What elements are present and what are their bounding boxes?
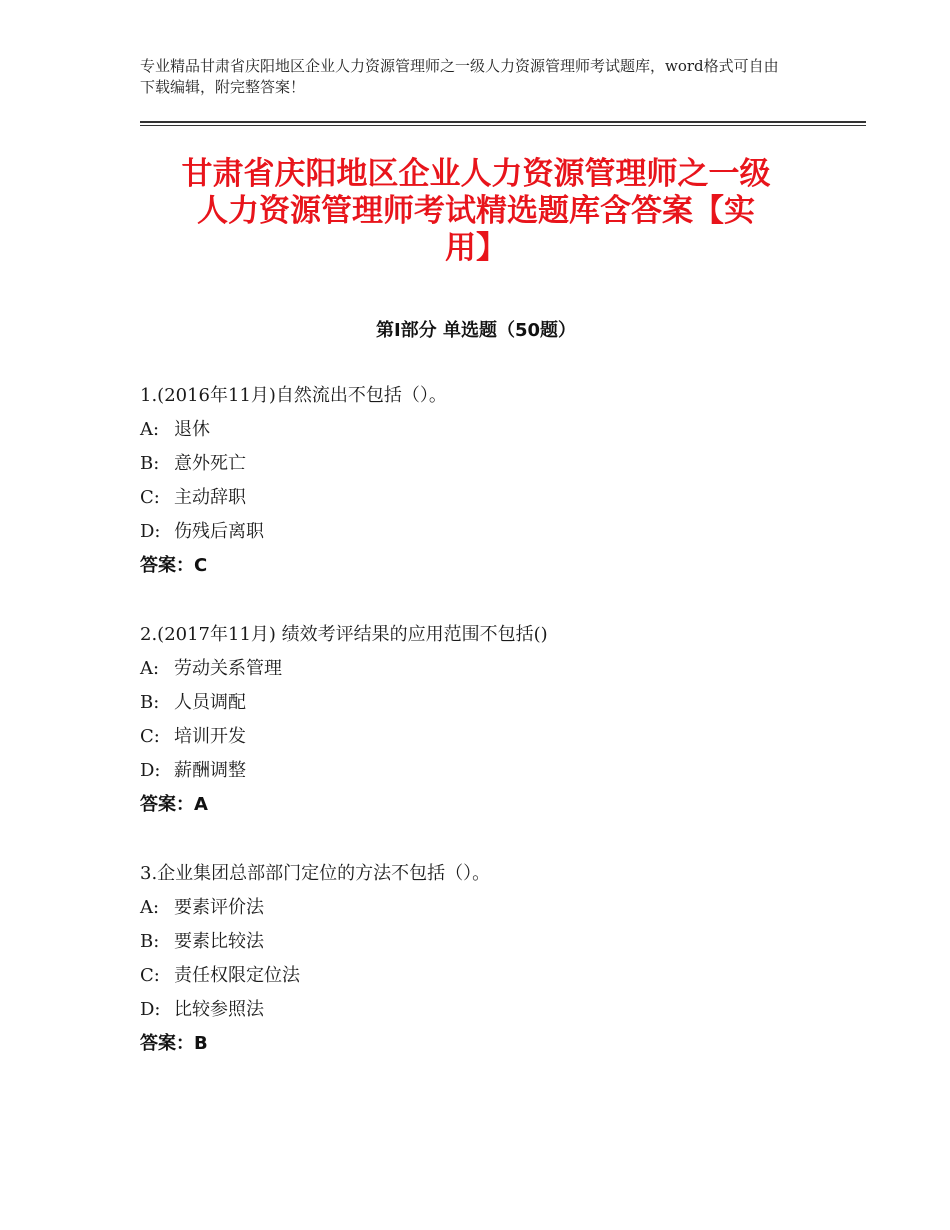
option-letter: B: bbox=[140, 692, 160, 713]
option-text: 要素比较法 bbox=[174, 931, 264, 952]
option-letter: B: bbox=[140, 453, 160, 474]
option-text: 劳动关系管理 bbox=[174, 658, 282, 679]
option-letter: B: bbox=[140, 931, 160, 952]
answer: 答案：B bbox=[140, 1033, 208, 1054]
option-c bbox=[140, 959, 820, 993]
option-letter: C: bbox=[140, 487, 160, 508]
title-line: 用】 bbox=[445, 230, 507, 266]
option-b bbox=[140, 686, 820, 720]
option-d bbox=[140, 754, 820, 788]
question-1 bbox=[140, 379, 820, 583]
section-title: 第Ⅰ部分 单选题（50题） bbox=[375, 320, 576, 341]
option-text: 比较参照法 bbox=[174, 999, 264, 1020]
option-letter: A: bbox=[140, 658, 160, 679]
answer: 答案：A bbox=[140, 794, 208, 815]
question-3 bbox=[140, 857, 820, 1061]
title-line: 甘肃省庆阳地区企业人力资源管理师之一级 bbox=[181, 156, 771, 192]
title-line: 人力资源管理师考试精选题库含答案【实 bbox=[197, 193, 755, 229]
header-divider-thin bbox=[140, 125, 866, 126]
option-b bbox=[140, 925, 820, 959]
question-stem: 3.企业集团总部部门定位的方法不包括（）。 bbox=[140, 863, 491, 884]
option-text: 培训开发 bbox=[174, 726, 246, 747]
option-a bbox=[140, 891, 820, 925]
option-text: 要素评价法 bbox=[174, 897, 264, 918]
option-letter: D: bbox=[140, 521, 161, 542]
question-2 bbox=[140, 618, 820, 822]
question-stem: 2.(2017年11月) 绩效考评结果的应用范围不包括() bbox=[140, 624, 548, 645]
document-title bbox=[140, 156, 812, 267]
option-c bbox=[140, 481, 820, 515]
option-letter: A: bbox=[140, 419, 160, 440]
option-text: 退休 bbox=[174, 419, 210, 440]
option-d bbox=[140, 515, 820, 549]
option-letter: D: bbox=[140, 760, 161, 781]
option-text: 人员调配 bbox=[174, 692, 246, 713]
option-c bbox=[140, 720, 820, 754]
option-letter: C: bbox=[140, 726, 160, 747]
question-stem: 1.(2016年11月)自然流出不包括（）。 bbox=[140, 385, 447, 406]
option-a bbox=[140, 413, 820, 447]
option-letter: C: bbox=[140, 965, 160, 986]
option-text: 责任权限定位法 bbox=[174, 965, 300, 986]
answer: 答案：C bbox=[140, 555, 208, 576]
option-a bbox=[140, 652, 820, 686]
option-d bbox=[140, 993, 820, 1027]
option-text: 主动辞职 bbox=[174, 487, 246, 508]
option-letter: A: bbox=[140, 897, 160, 918]
option-text: 意外死亡 bbox=[174, 453, 246, 474]
header-note: 专业精品甘肃省庆阳地区企业人力资源管理师之一级人力资源管理师考试题库，word格式可自由下载编辑，附完整答案！ bbox=[140, 57, 779, 96]
option-text: 薪酬调整 bbox=[174, 760, 246, 781]
option-text: 伤残后离职 bbox=[174, 521, 264, 542]
option-letter: D: bbox=[140, 999, 161, 1020]
header-divider-thick bbox=[140, 121, 866, 123]
option-b bbox=[140, 447, 820, 481]
